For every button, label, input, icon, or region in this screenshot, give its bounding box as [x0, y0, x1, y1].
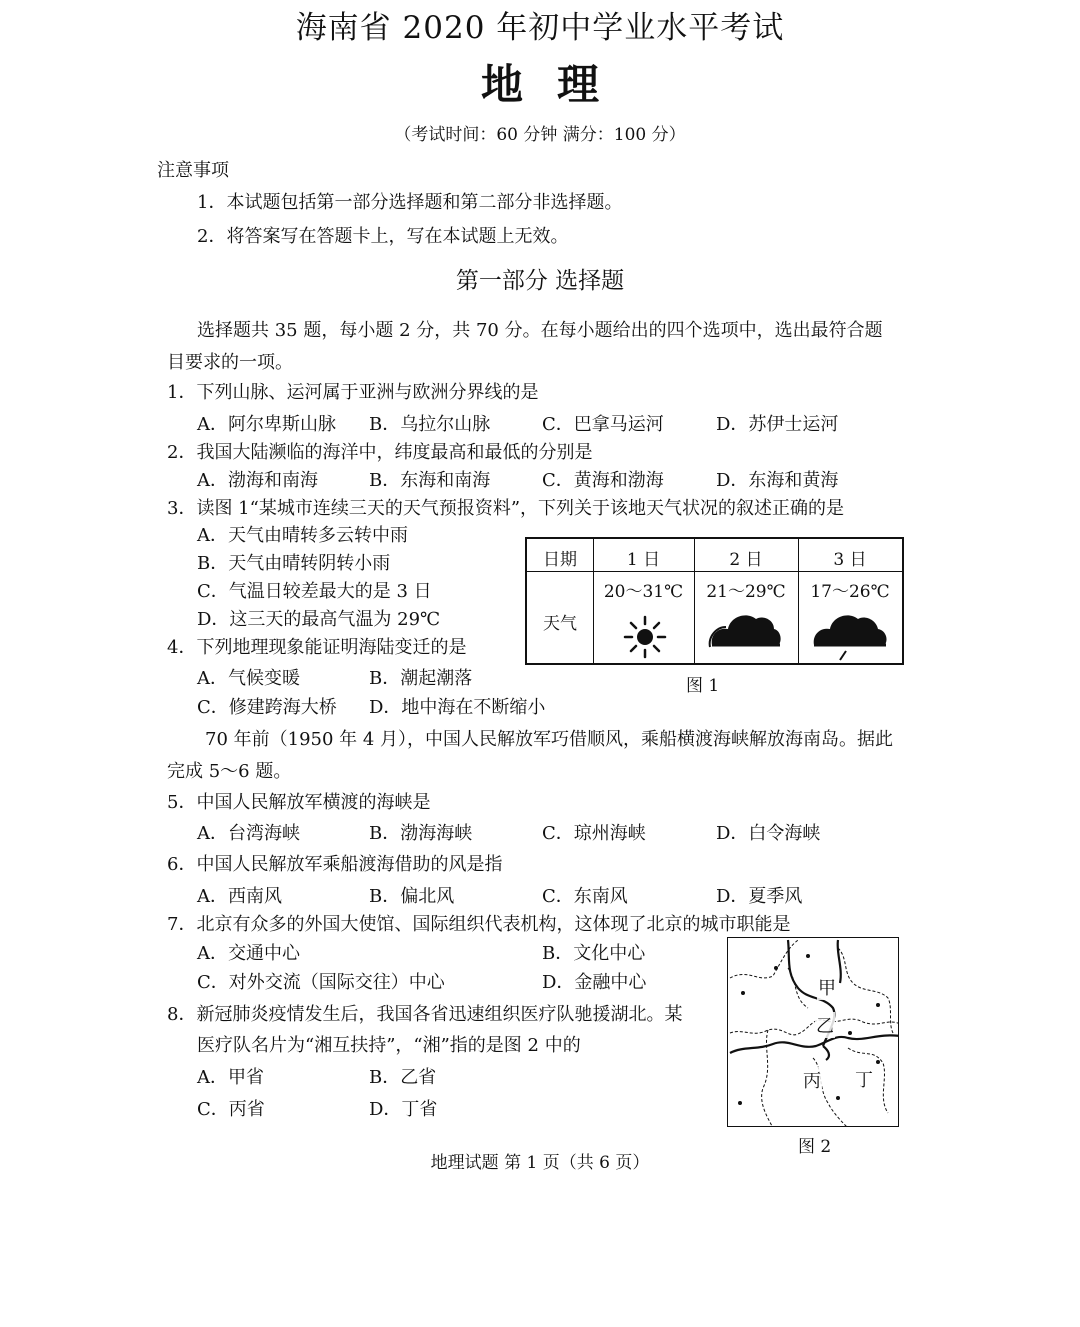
day-1-temp: 20～31℃: [603, 582, 684, 602]
question-2-option-c[interactable]: C．黄海和渤海: [542, 470, 664, 491]
table-divider: [527, 571, 902, 572]
question-7-option-d[interactable]: D．金融中心: [542, 972, 647, 993]
question-6-option-c[interactable]: C．东南风: [542, 886, 628, 907]
question-7-option-c[interactable]: C．对外交流（国际交往）中心: [197, 972, 445, 993]
figure-1-caption: 图 1: [686, 676, 720, 696]
exam-info: （考试时间：60 分钟 满分：100 分）: [394, 125, 686, 145]
question-5-stem: 5．中国人民解放军横渡的海峡是: [167, 792, 431, 813]
sun-icon: [623, 615, 667, 659]
question-2-option-a[interactable]: A．渤海和南海: [197, 470, 318, 491]
question-3-option-a[interactable]: A．天气由晴转多云转中雨: [197, 525, 408, 546]
question-3-option-b[interactable]: B．天气由晴转阴转小雨: [197, 553, 391, 574]
notes-heading: 注意事项: [157, 160, 229, 181]
day-3-temp: 17～26℃: [810, 582, 890, 602]
question-5-option-a[interactable]: A．台湾海峡: [197, 823, 300, 844]
day-2-temp: 21～29℃: [706, 582, 786, 602]
province-map: [727, 937, 899, 1127]
question-8-stem: 8．新冠肺炎疫情发生后，我国各省迅速组织医疗队驰援湖北。某: [167, 1004, 683, 1025]
question-2-stem: 2．我国大陆濒临的海洋中，纬度最高和最低的分别是: [167, 442, 593, 463]
question-3-option-c[interactable]: C．气温日较差最大的是 3 日: [197, 581, 432, 602]
question-2-option-b[interactable]: B．东海和南海: [369, 470, 491, 491]
question-4-stem: 4．下列地理现象能证明海陆变迁的是: [167, 637, 467, 658]
day-2-date: 2 日: [729, 550, 763, 570]
question-1-option-d[interactable]: D．苏伊士运河: [716, 414, 839, 435]
question-5-option-d[interactable]: D．白令海峡: [716, 823, 821, 844]
passage-text-cont: 完成 5～6 题。: [167, 761, 292, 782]
question-6-option-b[interactable]: B．偏北风: [369, 886, 455, 907]
day-1-date: 1 日: [626, 550, 661, 570]
figure-2-caption: 图 2: [798, 1137, 832, 1157]
map-outlines: [728, 938, 899, 1127]
question-1-option-c[interactable]: C．巴拿马运河: [542, 414, 664, 435]
table-header-date: 日期: [543, 550, 577, 570]
question-7-option-a[interactable]: A．交通中心: [197, 943, 300, 964]
question-4-option-b[interactable]: B．潮起潮落: [369, 668, 473, 689]
cloud-rain-icon: [810, 607, 892, 663]
question-3-option-d[interactable]: D．这三天的最高气温为 29℃: [197, 609, 441, 630]
part1-intro-cont: 目要求的一项。: [167, 352, 293, 373]
map-label-ding: 丁: [854, 1066, 874, 1092]
question-8-stem-cont: 医疗队名片为“湘互扶持”，“湘”指的是图 2 中的: [197, 1035, 581, 1056]
cloud-icon: [708, 607, 784, 649]
question-1-option-b[interactable]: B．乌拉尔山脉: [369, 414, 491, 435]
passage-text: 70 年前（1950 年 4 月），中国人民解放军巧借顺风，乘船横渡海峡解放海南岛。据此: [205, 729, 894, 750]
question-3-stem: 3．读图 1“某城市连续三天的天气预报资料”，下列关于该地天气状况的叙述正确的是: [167, 498, 845, 519]
map-label-jia: 甲: [817, 974, 837, 1000]
map-label-yi: 乙: [815, 1012, 835, 1038]
question-5-option-c[interactable]: C．琼州海峡: [542, 823, 646, 844]
exam-title: 海南省 2020 年初中学业水平考试: [295, 10, 785, 46]
question-4-option-a[interactable]: A．气候变暖: [197, 668, 300, 689]
question-7-option-b[interactable]: B．文化中心: [542, 943, 646, 964]
weather-forecast-table: [525, 537, 904, 665]
day-3-date: 3 日: [833, 550, 867, 570]
question-8-option-b[interactable]: B．乙省: [369, 1067, 437, 1088]
question-6-option-a[interactable]: A．西南风: [197, 886, 282, 907]
question-4-option-d[interactable]: D．地中海在不断缩小: [369, 697, 546, 718]
question-8-option-d[interactable]: D．丁省: [369, 1099, 438, 1120]
question-8-option-c[interactable]: C．丙省: [197, 1099, 265, 1120]
part1-heading: 第一部分 选择题: [455, 268, 625, 294]
question-4-option-c[interactable]: C．修建跨海大桥: [197, 697, 337, 718]
map-label-bing: 丙: [802, 1067, 822, 1093]
question-7-stem: 7．北京有众多的外国大使馆、国际组织代表机构，这体现了北京的城市职能是: [167, 914, 791, 935]
page-footer: 地理试题 第 1 页（共 6 页）: [430, 1153, 650, 1173]
question-1-option-a[interactable]: A．阿尔卑斯山脉: [197, 414, 336, 435]
note-item: 2．将答案写在答题卡上，写在本试题上无效。: [197, 226, 569, 247]
part1-intro: 选择题共 35 题，每小题 2 分，共 70 分。在每小题给出的四个选项中，选出最符合题: [197, 320, 883, 341]
question-1-stem: 1．下列山脉、运河属于亚洲与欧洲分界线的是: [167, 382, 539, 403]
question-2-option-d[interactable]: D．东海和黄海: [716, 470, 839, 491]
question-8-option-a[interactable]: A．甲省: [197, 1067, 264, 1088]
note-item: 1．本试题包括第一部分选择题和第二部分非选择题。: [197, 192, 623, 213]
question-5-option-b[interactable]: B．渤海海峡: [369, 823, 473, 844]
table-header-weather: 天气: [543, 614, 577, 634]
question-6-option-d[interactable]: D．夏季风: [716, 886, 803, 907]
question-6-stem: 6．中国人民解放军乘船渡海借助的风是指: [167, 854, 503, 875]
subject-title: 地理: [480, 60, 633, 109]
